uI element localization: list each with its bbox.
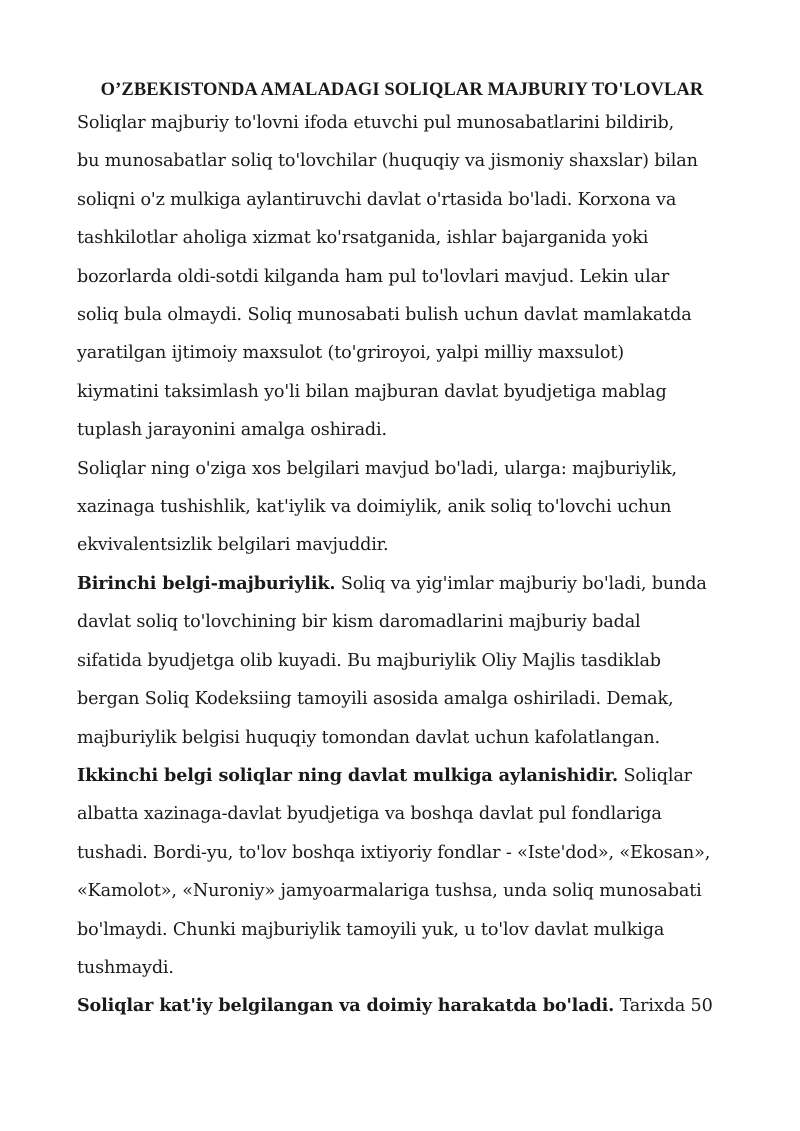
paragraph	[77, 565, 727, 757]
paragraph	[77, 450, 727, 565]
paragraph	[77, 104, 727, 450]
text-line	[77, 296, 727, 334]
line-text: soliq bula olmaydi. Soliq munosabati bulish uchun davlat mamlakatda	[77, 305, 692, 326]
line-text: soliqni o'z mulkiga aylantiruvchi davlat o'rtasida bo'ladi. Korxona va	[77, 189, 677, 210]
line-text: «Kamolot», «Nuroniy» jamyoarmalariga tushsa, unda soliq munosabati	[77, 881, 702, 902]
text-line	[77, 603, 727, 641]
text-line	[77, 488, 727, 526]
text-line	[77, 872, 727, 910]
line-text: Soliqlar	[618, 765, 692, 786]
line-text: ekvivalentsizlik belgilari mavjuddir.	[77, 535, 389, 556]
document-title: O’ZBEKISTONDA AMALADAGI SOLIQLAR MAJBURIY TO'LOVLAR	[100, 80, 704, 100]
line-text: Soliqlar majburiy to'lovni ifoda etuvchi pul munosabatlarini bildirib,	[77, 113, 675, 133]
line-text: tushadi. Bordi-yu, to'lov boshqa ixtiyoriy fondlar - «Iste'dod», «Ekosan»,	[77, 842, 711, 863]
text-line	[77, 757, 727, 795]
text-line	[77, 565, 727, 603]
line-text: albatta xazinaga-davlat byudjetiga va boshqa davlat pul fondlariga	[77, 804, 662, 825]
text-line	[77, 834, 727, 872]
paragraph	[77, 757, 727, 987]
line-text: tuplash jarayonini amalga oshiradi.	[77, 420, 387, 441]
bold-heading: Ikkinchi belgi soliqlar ning davlat mulkiga aylanishidir.	[77, 764, 618, 786]
text-line	[77, 949, 727, 987]
line-text: davlat soliq to'lovchining bir kism daromadlarini majburiy badal	[77, 612, 641, 633]
line-text: Tarixda 50	[614, 996, 713, 1017]
line-text: tushmaydi.	[77, 957, 174, 978]
text-line	[77, 795, 727, 833]
document-body	[77, 76, 727, 1026]
line-text: bergan Soliq Kodeksiing tamoyili asosida amalga oshiriladi. Demak,	[77, 689, 674, 710]
line-text: yaratilgan ijtimoiy maxsulot (to'griroyoi, yalpi milliy maxsulot)	[77, 343, 625, 364]
text-line	[77, 642, 727, 680]
text-line	[77, 450, 727, 488]
text-line	[77, 219, 727, 257]
text-line	[77, 142, 727, 180]
line-text: xazinaga tushishlik, kat'iylik va doimiylik, anik soliq to'lovchi uchun	[77, 497, 672, 518]
line-text: kiymatini taksimlash yo'li bilan majburan davlat byudjetiga mablag	[77, 381, 667, 402]
text-line	[77, 987, 727, 1025]
text-line	[77, 181, 727, 219]
bold-heading: Birinchi belgi-majburiylik.	[77, 572, 336, 594]
line-text: Soliqlar ning o'ziga xos belgilari mavjud bo'ladi, ularga: majburiylik,	[77, 458, 677, 479]
text-line	[77, 258, 727, 296]
text-line	[77, 680, 727, 718]
line-text: bu munosabatlar soliq to'lovchilar (huquqiy va jismoniy shaxslar) bilan	[77, 151, 698, 172]
text-line	[77, 719, 727, 757]
line-text: majburiylik belgisi huquqiy tomondan davlat uchun kafolatlangan.	[77, 727, 660, 748]
bold-heading: Soliqlar kat'iy belgilangan va doimiy harakatda bo'ladi.	[77, 995, 615, 1017]
text-line	[77, 104, 727, 142]
paragraph-list	[77, 104, 727, 1026]
text-line	[77, 411, 727, 449]
line-text: bozorlarda oldi-sotdi kilganda ham pul to'lovlari mavjud. Lekin ular	[77, 266, 670, 287]
line-text: bo'lmaydi. Chunki majburiylik tamoyili yuk, u to'lov davlat mulkiga	[77, 919, 665, 940]
paragraph	[77, 987, 727, 1025]
text-line	[77, 334, 727, 372]
text-line	[77, 526, 727, 564]
text-line	[77, 373, 727, 411]
text-line	[77, 911, 727, 949]
line-text: Soliq va yig'imlar majburiy bo'ladi, bunda	[335, 573, 707, 594]
line-text: sifatida byudjetga olib kuyadi. Bu majburiylik Oliy Majlis tasdiklab	[77, 650, 661, 671]
line-text: tashkilotlar aholiga xizmat ko'rsatganida, ishlar bajarganida yoki	[77, 228, 649, 249]
